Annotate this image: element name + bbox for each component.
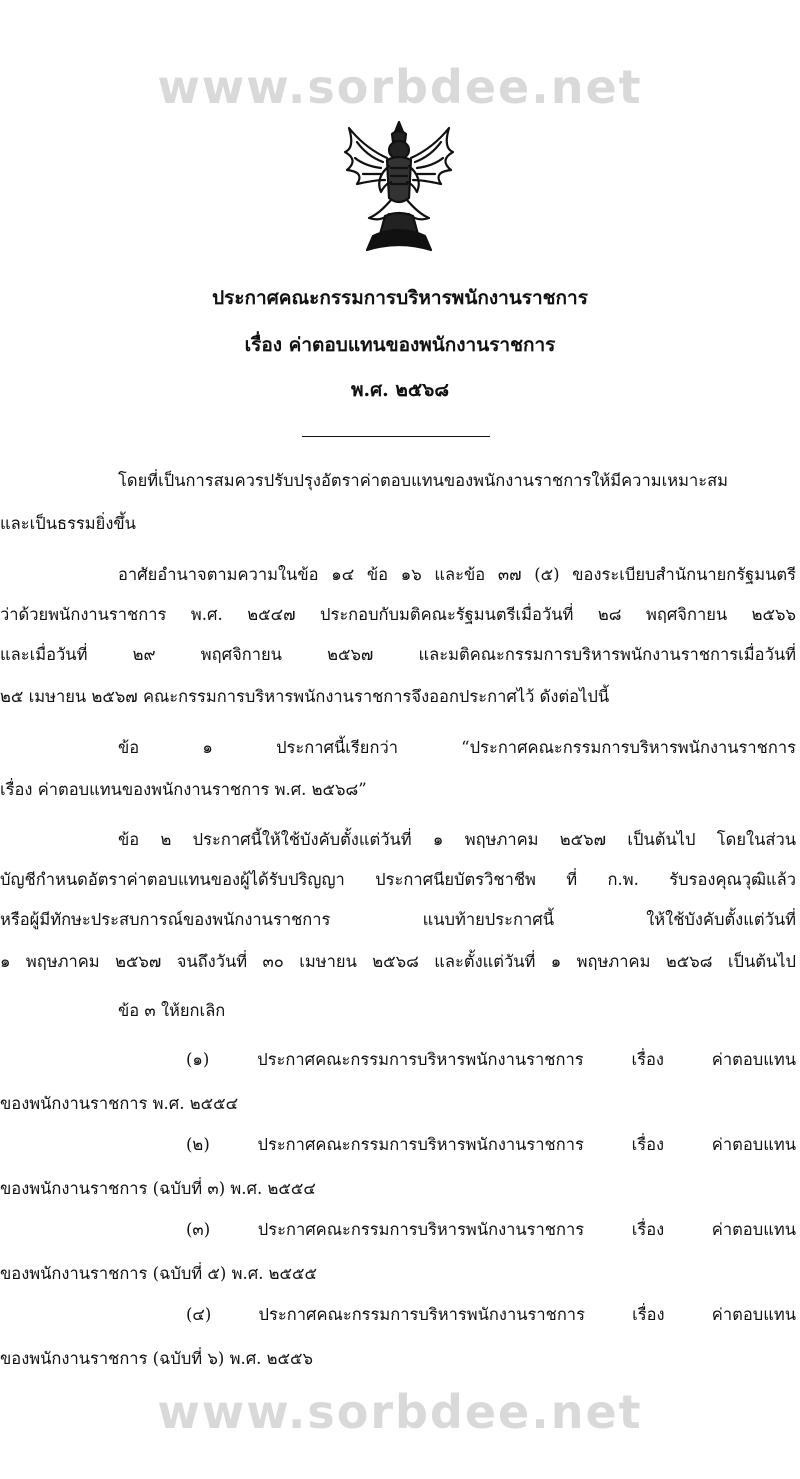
repeal-item: ของพนักงานราชการ (ฉบับที่ ๕) พ.ศ. ๒๕๕๕: [0, 1264, 318, 1283]
clause-2-line: หรือผู้มีทักษะประสบการณ์ของพนักงานราชการ แนบท้ายประกาศนี้ ให้ใช้บังคับตั้งแต่วันที่: [0, 910, 796, 929]
watermark-bottom: www.sorbdee.net: [157, 1385, 643, 1439]
repeal-item: (๑) ประกาศคณะกรรมการบริหารพนักงานราชการ เรื่อง ค่าตอบแทน: [186, 1050, 796, 1069]
announcement-year: พ.ศ. ๒๕๖๘: [350, 379, 450, 401]
repeal-item: ของพนักงานราชการ (ฉบับที่ ๖) พ.ศ. ๒๕๕๖: [0, 1349, 313, 1368]
clause-3-line: ข้อ ๓ ให้ยกเลิก: [118, 1001, 226, 1020]
garuda-emblem-icon: [335, 118, 463, 258]
clause-2-line: บัญชีกำหนดอัตราค่าตอบแทนของผู้ได้รับปริญญา ประกาศนียบัตรวิชาชีพ ที่ ก.พ. รับรองคุณวุฒิแล้ว: [0, 870, 796, 889]
body-line: โดยที่เป็นการสมควรปรับปรุงอัตราค่าตอบแทนของพนักงานราชการให้มีความเหมาะสม: [118, 471, 729, 490]
clause-1-line: ข้อ ๑ ประกาศนี้เรียกว่า “ประกาศคณะกรรมการบริหารพนักงานราชการ: [118, 738, 796, 757]
heading-divider: [302, 436, 490, 437]
body-line: และเมื่อวันที่ ๒๙ พฤศจิกายน ๒๕๖๗ และมติคณะกรรมการบริหารพนักงานราชการเมื่อวันที่: [0, 645, 796, 664]
body-line: ๒๕ เมษายน ๒๕๖๗ คณะกรรมการบริหารพนักงานราชการจึงออกประกาศไว้ ดังต่อไปนี้: [0, 687, 610, 706]
body-line: อาศัยอำนาจตามความในข้อ ๑๔ ข้อ ๑๖ และข้อ ๓๗ (๕) ของระเบียบสำนักนายกรัฐมนตรี: [118, 565, 796, 584]
clause-2-line: ๑ พฤษภาคม ๒๕๖๗ จนถึงวันที่ ๓๐ เมษายน ๒๕๖๘ และตั้งแต่วันที่ ๑ พฤษภาคม ๒๕๖๘ เป็นต้นไป: [0, 952, 796, 971]
clause-1-line: เรื่อง ค่าตอบแทนของพนักงานราชการ พ.ศ. ๒๕๖๘”: [0, 780, 367, 799]
repeal-item: ของพนักงานราชการ (ฉบับที่ ๓) พ.ศ. ๒๕๕๔: [0, 1179, 316, 1198]
announcement-subject: เรื่อง ค่าตอบแทนของพนักงานราชการ: [244, 334, 556, 356]
body-line: ว่าด้วยพนักงานราชการ พ.ศ. ๒๕๔๗ ประกอบกับมติคณะรัฐมนตรีเมื่อวันที่ ๒๘ พฤศจิกายน ๒๕๖๖: [0, 605, 796, 624]
clause-2-line: ข้อ ๒ ประกาศนี้ให้ใช้บังคับตั้งแต่วันที่ ๑ พฤษภาคม ๒๕๖๗ เป็นต้นไป โดยในส่วน: [118, 830, 796, 849]
announcement-title: ประกาศคณะกรรมการบริหารพนักงานราชการ: [212, 287, 588, 309]
repeal-item: (๓) ประกาศคณะกรรมการบริหารพนักงานราชการ เรื่อง ค่าตอบแทน: [186, 1220, 796, 1239]
watermark-top: www.sorbdee.net: [157, 60, 643, 114]
repeal-item: (๔) ประกาศคณะกรรมการบริหารพนักงานราชการ เรื่อง ค่าตอบแทน: [186, 1305, 796, 1324]
repeal-item: (๒) ประกาศคณะกรรมการบริหารพนักงานราชการ เรื่อง ค่าตอบแทน: [186, 1135, 796, 1154]
repeal-item: ของพนักงานราชการ พ.ศ. ๒๕๕๔: [0, 1094, 239, 1113]
body-line: และเป็นธรรมยิ่งขึ้น: [0, 514, 136, 533]
